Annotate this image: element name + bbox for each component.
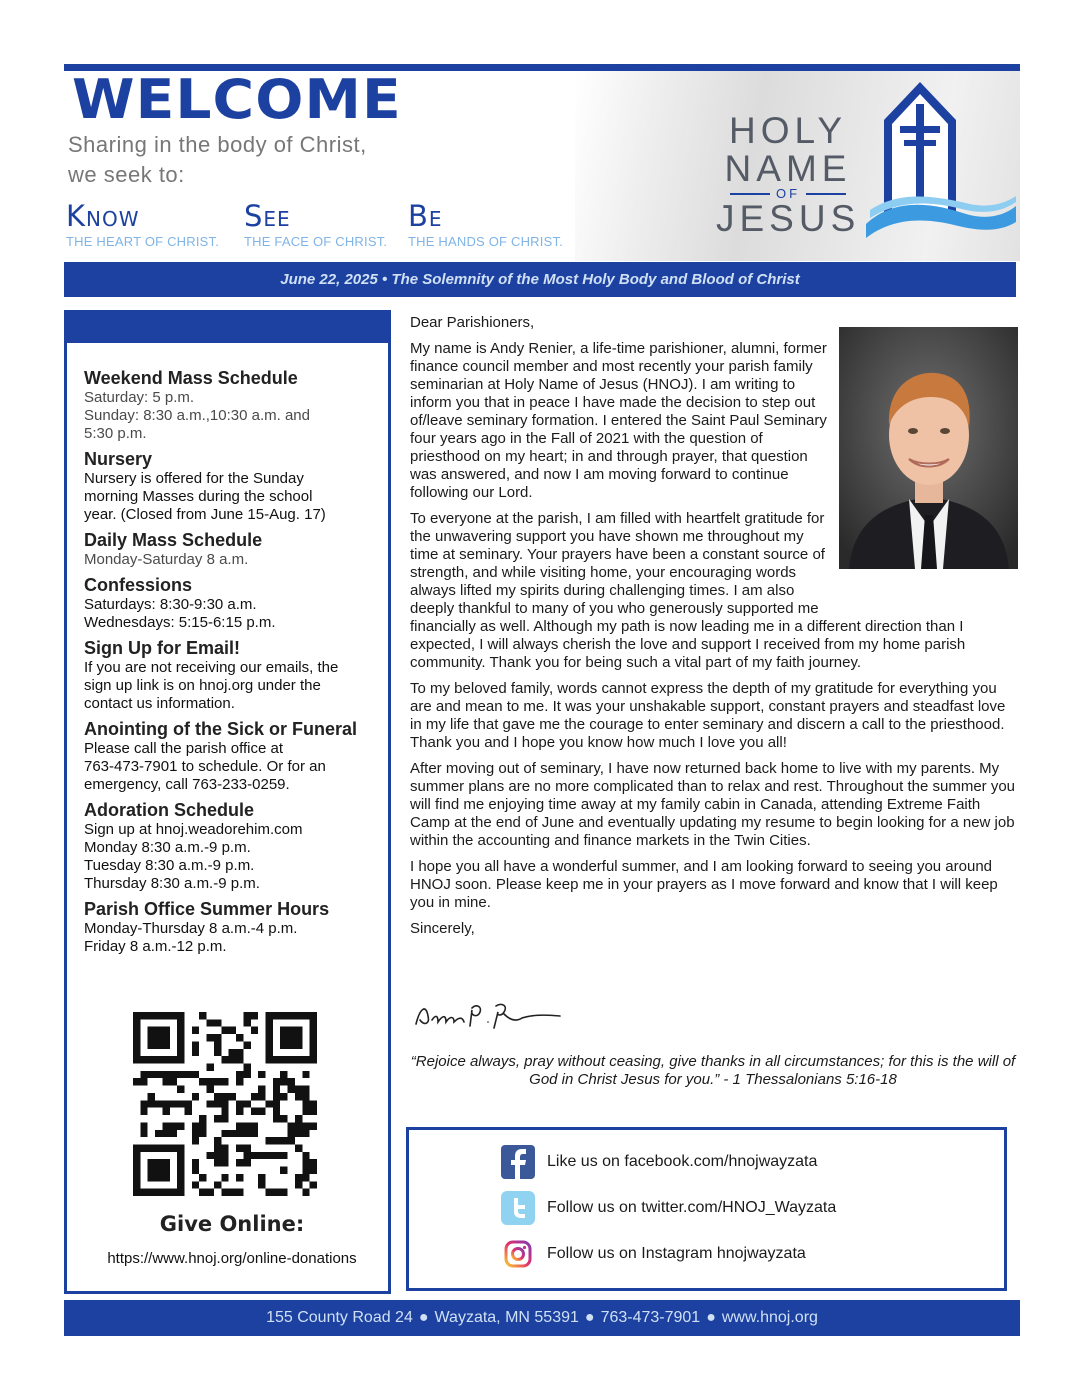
parish-logo-text	[716, 112, 860, 238]
sidebar-section-heading: Daily Mass Schedule	[84, 530, 263, 550]
instagram-link-text: Follow us on Instagram hnojwayzata	[547, 1245, 806, 1262]
logo-holy: HOLY	[728, 110, 847, 151]
twitter-link-text: Follow us on twitter.com/HNOJ_Wayzata	[547, 1199, 837, 1216]
donation-qr-code[interactable]	[133, 1012, 317, 1196]
sidebar-section-heading: Parish Office Summer Hours	[84, 899, 330, 919]
signature	[410, 998, 570, 1034]
pillar-know	[66, 198, 219, 250]
tagline-line-2: we seek to:	[68, 162, 185, 187]
sidebar-info	[84, 362, 380, 956]
sidebar-section-line: Saturday: 5 p.m.	[84, 389, 195, 406]
footer-city: Wayzata, MN 55391	[434, 1309, 579, 1326]
letter-closing: Sincerely,	[410, 920, 475, 937]
sidebar-section-line: Wednesdays: 5:15-6:15 p.m.	[84, 614, 276, 631]
sidebar-section	[84, 718, 380, 794]
sidebar-section-line: Monday 8:30 a.m.-9 p.m.	[84, 839, 251, 856]
twitter-icon	[501, 1191, 535, 1225]
sidebar-section-line: Please call the parish office at	[84, 740, 284, 757]
letter-paragraph: To my beloved family, words cannot express the depth of my gratitude for everything you are and mean to me. It was your unshakable support, constant prayers and steadfast love in my life that gave me the courage to enter seminary and discern a call to the priesthood. Thank you and I hope you know how much I love you all!	[410, 680, 1006, 751]
footer-website[interactable]: www.hnoj.org	[721, 1309, 818, 1326]
give-online-link[interactable]: https://www.hnoj.org/online-donations	[107, 1250, 357, 1267]
sidebar-section-line: 5:30 p.m.	[84, 425, 147, 442]
footer-address: 155 County Road 24	[266, 1309, 413, 1326]
logo-name: NAME	[724, 148, 852, 189]
sidebar-section-line: Sunday: 8:30 a.m.,10:30 a.m. and	[84, 407, 310, 424]
date-band	[64, 262, 1016, 297]
letter-paragraph: My name is Andy Renier, a life-time parishioner, alumni, former finance council member and most recently your parish family seminarian at Holy Name of Jesus (HNOJ). I am writing to inform you that in peace I have made the decision to step out of/leave seminary formation. I entered the Saint Paul Seminary four years ago in the Fall of 2021 with the question of priesthood on my heart; in and through prayer, that question was answered, and now I am moving forward to continue following our Lord.	[410, 340, 827, 501]
parish-logo-icon	[866, 78, 1016, 240]
sidebar-section-line: Saturdays: 8:30-9:30 a.m.	[84, 596, 257, 613]
logo-jesus: JESUS	[716, 198, 861, 239]
sidebar-section-heading: Nursery	[84, 449, 153, 469]
facebook-link-text: Like us on facebook.com/hnojwayzata	[547, 1153, 818, 1170]
sidebar-section-heading: Adoration Schedule	[84, 800, 255, 820]
sidebar-section-line: Monday-Saturday 8 a.m.	[84, 551, 249, 568]
sidebar-section-line: Monday-Thursday 8 a.m.-4 p.m.	[84, 920, 298, 937]
sidebar-section	[84, 574, 380, 632]
sidebar-section-line: 763-473-7901 to schedule. Or for an	[84, 758, 326, 775]
logo-of-text: OF	[775, 186, 801, 201]
sidebar-section	[84, 637, 380, 713]
pillar-word: Know	[66, 199, 140, 233]
sidebar-section-line: Tuesday 8:30 a.m.-9 p.m.	[84, 857, 255, 874]
sidebar-section-line: year. (Closed from June 15-Aug. 17)	[84, 506, 326, 523]
sidebar-section-line: If you are not receiving our emails, the	[84, 659, 339, 676]
sidebar-header-bar	[64, 310, 391, 343]
instagram-icon	[501, 1237, 535, 1271]
tagline-line-1: Sharing in the body of Christ,	[68, 132, 367, 157]
pillar-sub: THE HEART OF CHRIST.	[66, 234, 220, 249]
letter-salutation: Dear Parishioners,	[410, 314, 535, 331]
pillar-word: See	[244, 199, 291, 233]
pillar-see	[244, 198, 387, 250]
pillar-be	[408, 198, 563, 250]
tagline	[68, 130, 428, 190]
twitter-link[interactable]	[501, 1190, 981, 1226]
sidebar-section	[84, 367, 380, 443]
sidebar-section	[84, 799, 380, 893]
sidebar-section	[84, 898, 380, 956]
sidebar-section-line: Thursday 8:30 a.m.-9 p.m.	[84, 875, 260, 892]
sidebar-section-heading: Anointing of the Sick or Funeral	[84, 719, 358, 739]
pillar-sub: THE FACE OF CHRIST.	[244, 234, 388, 249]
scripture-quote: “Rejoice always, pray without ceasing, give thanks in all circumstances; for this is the will of God in Christ Jesus for you.” - 1 Thessalonians 5:16-18	[410, 1053, 1016, 1088]
footer-bar: 155 County Road 24 ● Wayzata, MN 55391 ● 763-473-7901 ● www.hnoj.org	[64, 1300, 1020, 1336]
letter-paragraph: After moving out of seminary, I have now returned back home to live with my parents. My summer plans are no more complicated than to relax and rest. Throughout the summer you will find me enjoying time away at my family cabin in Canada, attending Extreme Faith Camp at the end of June and eventually updating my resume to begin looking for a new job within the accounting and finance markets in the Twin Cities.	[410, 760, 1016, 849]
pillar-word: Be	[408, 199, 443, 233]
sidebar-section-heading: Confessions	[84, 575, 193, 595]
sidebar-section-line: Nursery is offered for the Sunday	[84, 470, 304, 487]
date-line: June 22, 2025 • The Solemnity of the Most Holy Body and Blood of Christ	[280, 271, 800, 288]
letter-paragraph: I hope you all have a wonderful summer, and I am looking forward to seeing you around HNOJ soon. Please keep me in your prayers as I move forward and know that I will keep you in mine.	[410, 858, 998, 911]
sidebar-section-line: morning Masses during the school	[84, 488, 313, 505]
sidebar-section-line: contact us information.	[84, 695, 235, 712]
sidebar-section	[84, 448, 380, 524]
sidebar-section-line: Friday 8 a.m.-12 p.m.	[84, 938, 227, 955]
facebook-link[interactable]	[501, 1144, 981, 1180]
sidebar-section	[84, 529, 380, 569]
author-portrait	[839, 327, 1018, 569]
instagram-link[interactable]	[501, 1236, 981, 1272]
footer-phone[interactable]: 763-473-7901	[600, 1309, 701, 1326]
sidebar-section-line: Sign up at hnoj.weadorehim.com	[84, 821, 303, 838]
facebook-icon	[501, 1145, 535, 1179]
sidebar-section-line: sign up link is on hnoj.org under the	[84, 677, 321, 694]
sidebar-section-heading: Sign Up for Email!	[84, 638, 241, 658]
pillar-sub: THE HANDS OF CHRIST.	[408, 234, 563, 249]
letter-paragraph: To everyone at the parish, I am filled with heartfelt gratitude for the unwavering support you have shown me throughout my time at seminary. Your prayers have been a constant source of strength, and while visiting home, your encouraging words always lifted my spirits during challenging times. I am also deeply thankful to many of you who generously supported me financially as well. Although my path is now leading me in a different direction than I expected, I will always cherish the love and support I received from my home parish community. Thank you for being such a vital part of my faith journey.	[410, 510, 966, 671]
page-title: WELCOME	[72, 68, 402, 131]
give-online-label: Give Online:	[159, 1212, 305, 1236]
sidebar-section-heading: Weekend Mass Schedule	[84, 368, 298, 388]
sidebar-section-line: emergency, call 763-233-0259.	[84, 776, 290, 793]
